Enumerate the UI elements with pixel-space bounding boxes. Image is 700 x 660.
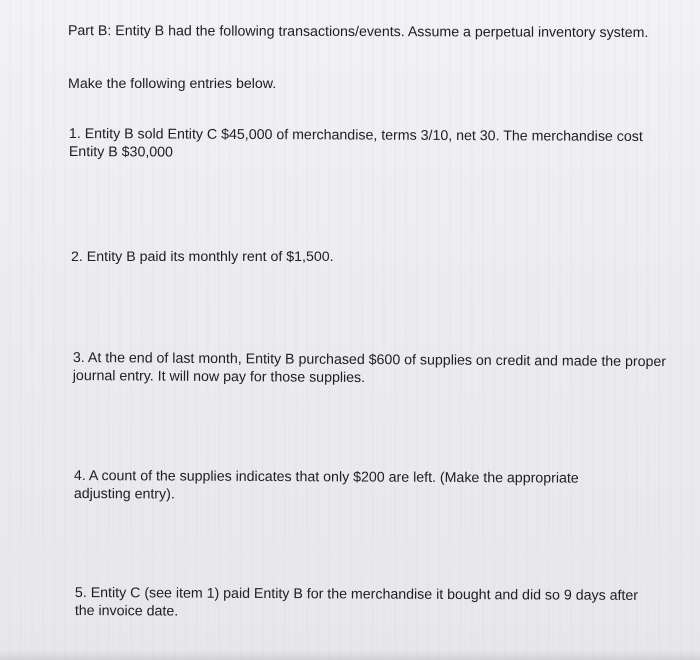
- instruction-text: Make the following entries below.: [68, 76, 277, 92]
- transaction-item-3: 3. At the end of last month, Entity B purchased $600 of supplies on credit and made the proper journal entry. It will now pay for those supplies.: [72, 349, 667, 387]
- transaction-item-4: 4. A count of the supplies indicates that only $200 are left. (Make the appropriate adjusting entry).: [73, 468, 579, 503]
- transaction-item-1: 1. Entity B sold Entity C $45,000 of merchandise, terms 3/10, net 30. The merchandise cost Entity B $30,000: [68, 125, 643, 161]
- part-b-intro: Part B: Entity B had the following transactions/events. Assume a perpetual inventory system.: [67, 22, 649, 42]
- transaction-item-5: 5. Entity C (see item 1) paid Entity B for the merchandise it bought and did so 9 days after the invoice date.: [74, 585, 639, 620]
- transaction-item-2: 2. Entity B paid its monthly rent of $1,500.: [71, 249, 334, 265]
- page-bottom-shadow: [0, 650, 700, 660]
